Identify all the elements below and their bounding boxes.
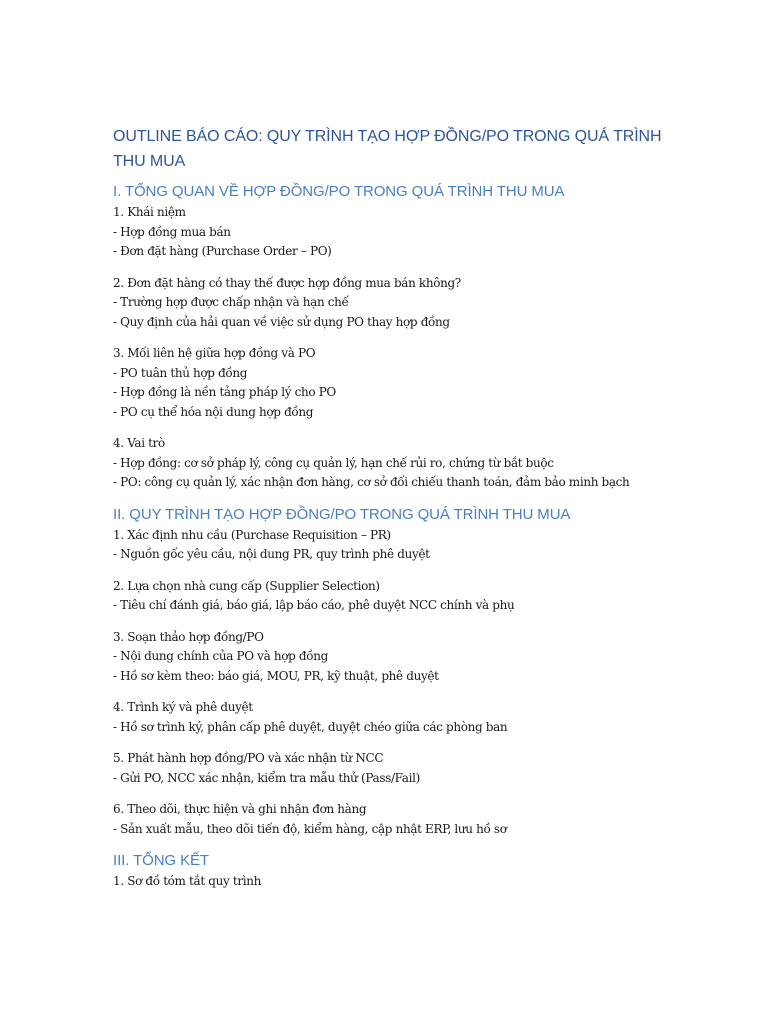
outline-item [113,203,673,262]
document-page [113,124,673,904]
outline-item [113,434,673,493]
outline-item [113,526,673,565]
outline-subpoint: - Hợp đồng: cơ sở pháp lý, công cụ quản lý, hạn chế rủi ro, chứng từ bắt buộc [113,455,554,470]
document-body [113,182,673,892]
document-title: OUTLINE BÁO CÁO: QUY TRÌNH TẠO HỢP ĐỒNG/PO TRONG QUÁ TRÌNH THU MUA [113,128,662,170]
outline-item-title: 3. Mối liên hệ giữa hợp đồng và PO [113,346,316,360]
outline-subpoint: - PO tuân thủ hợp đồng [113,365,248,380]
outline-item [113,628,673,687]
outline-item [113,872,673,892]
outline-item [113,698,673,737]
outline-item-title: 2. Đơn đặt hàng có thay thế được hợp đồng mua bán không? [113,275,461,290]
outline-item-title: 4. Vai trò [113,436,165,450]
outline-item [113,749,673,788]
outline-item-title: 6. Theo dõi, thực hiện và ghi nhận đơn hàng [113,802,367,816]
outline-subpoint: - Trường hợp được chấp nhận và hạn chế [113,295,349,309]
outline-subpoint: - Đơn đặt hàng (Purchase Order – PO) [113,244,332,258]
outline-item-title: 4. Trình ký và phê duyệt [113,700,253,714]
outline-item-title: 2. Lựa chọn nhà cung cấp (Supplier Selection) [113,578,380,593]
outline-subpoint: - PO cụ thể hóa nội dung hợp đồng [113,404,314,419]
section-heading: III. TỔNG KẾT [113,852,209,869]
outline-item [113,800,673,839]
section-3 [113,851,673,892]
outline-subpoint: - Gửi PO, NCC xác nhận, kiểm tra mẫu thử (Pass/Fail) [113,770,420,785]
section-1 [113,182,673,493]
outline-subpoint: - Hợp đồng là nền tảng pháp lý cho PO [113,385,336,399]
section-heading: I. TỔNG QUAN VỀ HỢP ĐỒNG/PO TRONG QUÁ TRÌNH THU MUA [113,183,565,200]
outline-subpoint: - Hồ sơ kèm theo: báo giá, MOU, PR, kỹ thuật, phê duyệt [113,668,439,683]
outline-subpoint: - Nguồn gốc yêu cầu, nội dung PR, quy trình phê duyệt [113,547,430,561]
outline-item-title: 5. Phát hành hợp đồng/PO và xác nhận từ NCC [113,751,384,765]
outline-item [113,274,673,333]
outline-subpoint: - Nội dung chính của PO và hợp đồng [113,649,328,663]
outline-subpoint: - Quy định của hải quan về việc sử dụng PO thay hợp đồng [113,314,450,329]
outline-item-title: 3. Soạn thảo hợp đồng/PO [113,629,264,644]
outline-subpoint: - Sản xuất mẫu, theo dõi tiến độ, kiểm hàng, cập nhật ERP, lưu hồ sơ [113,821,507,836]
outline-item-title: 1. Khái niệm [113,205,186,219]
outline-subpoint: - Hợp đồng mua bán [113,224,231,239]
outline-item-title: 1. Sơ đồ tóm tắt quy trình [113,874,261,888]
outline-subpoint: - Tiêu chí đánh giá, báo giá, lập báo cáo, phê duyệt NCC chính và phụ [113,598,515,612]
outline-item-title: 1. Xác định nhu cầu (Purchase Requisition – PR) [113,527,391,542]
outline-subpoint: - Hồ sơ trình ký, phân cấp phê duyệt, duyệt chéo giữa các phòng ban [113,719,508,734]
outline-item [113,344,673,422]
section-2 [113,505,673,840]
outline-subpoint: - PO: công cụ quản lý, xác nhận đơn hàng, cơ sở đối chiếu thanh toán, đảm bảo minh bạch [113,475,630,489]
section-heading: II. QUY TRÌNH TẠO HỢP ĐỒNG/PO TRONG QUÁ TRÌNH THU MUA [113,505,571,523]
outline-item [113,577,673,616]
